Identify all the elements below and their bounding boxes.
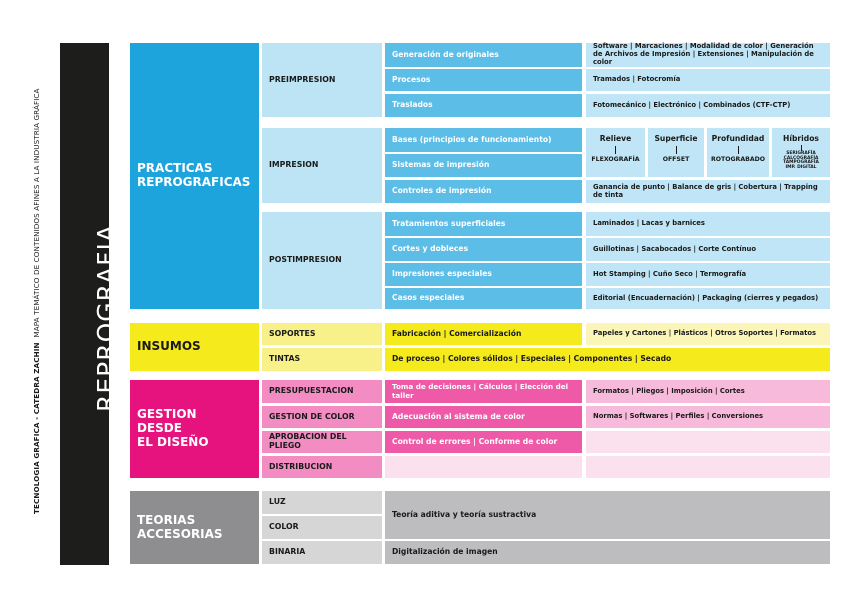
system-heading: Profundidad: [711, 134, 765, 143]
practicas-title-1: PRACTICAS: [137, 161, 213, 176]
detail-cell[interactable]: [586, 69, 830, 91]
group-distribucion[interactable]: [262, 456, 382, 478]
topic-cell[interactable]: [385, 491, 830, 539]
detail-label: Ganancia de punto | Balance de gris | Cobertura | Trapping de tinta: [593, 182, 818, 199]
teorias-title-1: TEORIAS: [137, 512, 196, 527]
detail-label: Laminados | Lacas y barnices: [593, 219, 705, 228]
system-heading: Relieve: [599, 134, 632, 143]
topic-label: Sistemas de impresión: [392, 160, 490, 170]
system-heading: Híbridos: [783, 134, 819, 143]
credit-text: [32, 88, 41, 514]
topic-cell[interactable]: [385, 154, 582, 177]
group-impresion[interactable]: [262, 128, 382, 203]
system-name: ROTOGRABADO: [710, 156, 766, 163]
topic-label: Fabricación | Comercialización: [392, 328, 522, 338]
topic-label: Control de errores | Conforme de color: [392, 436, 558, 446]
section-practicas[interactable]: [130, 43, 259, 309]
topic-label: Impresiones especiales: [392, 269, 492, 279]
topic-label: Digitalización de imagen: [392, 547, 498, 557]
group-color[interactable]: [262, 516, 382, 539]
group-gestion-color[interactable]: [262, 406, 382, 428]
topic-cell[interactable]: [385, 238, 582, 261]
detail-label: Hot Stamping | Cuño Seco | Termografía: [593, 269, 747, 278]
gestion-title-1: GESTION: [137, 407, 197, 422]
group-label: APROBACION DEL PLIEGO: [269, 432, 347, 450]
group-preimpresion[interactable]: [262, 43, 382, 117]
topic-cell[interactable]: [385, 128, 582, 152]
topic-cell[interactable]: [385, 323, 582, 345]
detail-label: Software | Marcaciones | Modalidad de color | Generación de Archivos de Impresión | Extensiones | Manipulación de color: [593, 42, 814, 66]
detail-label: Formatos | Pliegos | Imposición | Cortes: [593, 386, 745, 395]
system-hibridos-content: [772, 134, 830, 171]
topic-cell[interactable]: [385, 406, 582, 428]
topic-label: Casos especiales: [392, 293, 465, 303]
detail-cell[interactable]: [586, 180, 830, 203]
group-label: COLOR: [269, 522, 299, 532]
system-name: TAMPOGRAFÍA: [783, 160, 819, 166]
group-presupuestacion[interactable]: [262, 380, 382, 403]
topic-cell[interactable]: [385, 212, 582, 236]
detail-label: Guillotinas | Sacabocados | Corte Contínuo: [593, 244, 757, 253]
connector-line: [615, 146, 616, 154]
group-label: PRESUPUESTACION: [269, 386, 354, 396]
group-label: PREIMPRESION: [269, 74, 336, 84]
detail-label: Papeles y Cartones | Plásticos | Otros Soportes | Formatos: [593, 329, 817, 338]
credit-subtitle: MAPA TEMÁTICO DE CONTENIDOS AFINES A LA INDUSTRIA GRÁFICA: [32, 88, 41, 338]
gestion-title-3: EL DISEÑO: [137, 434, 209, 449]
topic-label: Controles de impresión: [392, 186, 492, 196]
detail-cell[interactable]: [586, 212, 830, 236]
topic-cell[interactable]: [385, 456, 582, 478]
group-aprobacion[interactable]: [262, 431, 382, 453]
system-name: OFFSET: [662, 156, 690, 163]
insumos-title: INSUMOS: [137, 339, 201, 354]
detail-cell[interactable]: [586, 380, 830, 403]
system-name: IMP. DIGITAL: [785, 164, 817, 170]
system-relieve-content: [586, 134, 645, 163]
connector-line: [738, 146, 739, 154]
detail-cell[interactable]: [586, 406, 830, 428]
system-profundidad-content: [707, 134, 769, 163]
topic-cell[interactable]: [385, 288, 582, 309]
practicas-title-2: REPROGRAFICAS: [137, 175, 251, 189]
group-label: POSTIMPRESION: [269, 255, 342, 265]
system-heading: Superficie: [654, 134, 698, 143]
group-label: GESTION DE COLOR: [269, 411, 355, 421]
group-label: SOPORTES: [269, 328, 316, 338]
group-soportes[interactable]: [262, 323, 382, 345]
gestion-title-2: DESDE: [137, 421, 182, 436]
topic-cell[interactable]: [385, 43, 582, 67]
detail-label: Normas | Softwares | Perfiles | Conversiones: [593, 412, 764, 421]
group-luz[interactable]: [262, 491, 382, 514]
group-label: BINARIA: [269, 547, 306, 557]
section-insumos[interactable]: [130, 323, 259, 371]
topic-cell[interactable]: [385, 180, 582, 203]
detail-label: Tramados | Fotocromía: [593, 75, 681, 84]
topic-label: Bases (principios de funcionamiento): [392, 134, 552, 144]
group-label: IMPRESION: [269, 160, 319, 170]
detail-cell[interactable]: [586, 94, 830, 117]
section-teorias[interactable]: [130, 491, 259, 564]
topic-cell[interactable]: [385, 541, 830, 564]
detail-cell[interactable]: [586, 263, 830, 286]
topic-label: Generación de originales: [392, 49, 499, 59]
system-name: SERIGRAFÍA: [786, 151, 816, 156]
detail-label: Fotomecánico | Electrónico | Combinados (CTF-CTP): [593, 100, 791, 109]
topic-cell[interactable]: [385, 380, 582, 403]
system-superficie-content: [648, 134, 704, 163]
group-label: DISTRIBUCION: [269, 461, 333, 471]
connector-line: [676, 146, 677, 154]
group-binaria[interactable]: [262, 541, 382, 564]
system-name: FLEXOGRAFÍA: [591, 156, 640, 163]
topic-label: Teoría aditiva y teoría sustractiva: [392, 509, 537, 519]
credit-bold: TECNOLOGIA GRAFICA - CATEDRA ZACHIN: [32, 342, 41, 514]
group-tintas[interactable]: [262, 348, 382, 371]
topic-cell[interactable]: [385, 348, 830, 371]
topic-label: Tratamientos superficiales: [392, 218, 506, 228]
topic-cell[interactable]: [385, 431, 582, 453]
detail-cell[interactable]: [586, 238, 830, 261]
detail-cell[interactable]: [586, 288, 830, 309]
page-title: REPROGRAFIA: [92, 224, 121, 412]
section-gestion[interactable]: [130, 380, 259, 478]
topic-label: De proceso | Colores sólidos | Especiales | Componentes | Secado: [392, 354, 672, 364]
group-label: LUZ: [269, 497, 286, 507]
detail-cell[interactable]: [586, 456, 830, 478]
topic-cell[interactable]: [385, 94, 582, 117]
teorias-title-2: ACCESORIAS: [137, 526, 223, 541]
topic-label: Adecuación al sistema de color: [392, 411, 525, 421]
detail-cell[interactable]: [586, 323, 830, 345]
topic-label: Procesos: [392, 74, 431, 84]
topic-cell[interactable]: [385, 69, 582, 91]
topic-label: Traslados: [392, 100, 433, 110]
detail-label: Editorial (Encuadernación) | Packaging (cierres y pegados): [593, 293, 819, 302]
topic-cell[interactable]: [385, 263, 582, 286]
detail-cell[interactable]: [586, 431, 830, 453]
system-name: CALCOGRAFÍA: [783, 155, 819, 161]
group-label: TINTAS: [269, 354, 301, 364]
group-postimpresion[interactable]: [262, 212, 382, 309]
topic-label: Cortes y dobleces: [392, 244, 469, 254]
topic-label: Toma de decisiones | Cálculos | Elección del taller: [392, 382, 569, 400]
detail-cell[interactable]: [586, 43, 830, 67]
